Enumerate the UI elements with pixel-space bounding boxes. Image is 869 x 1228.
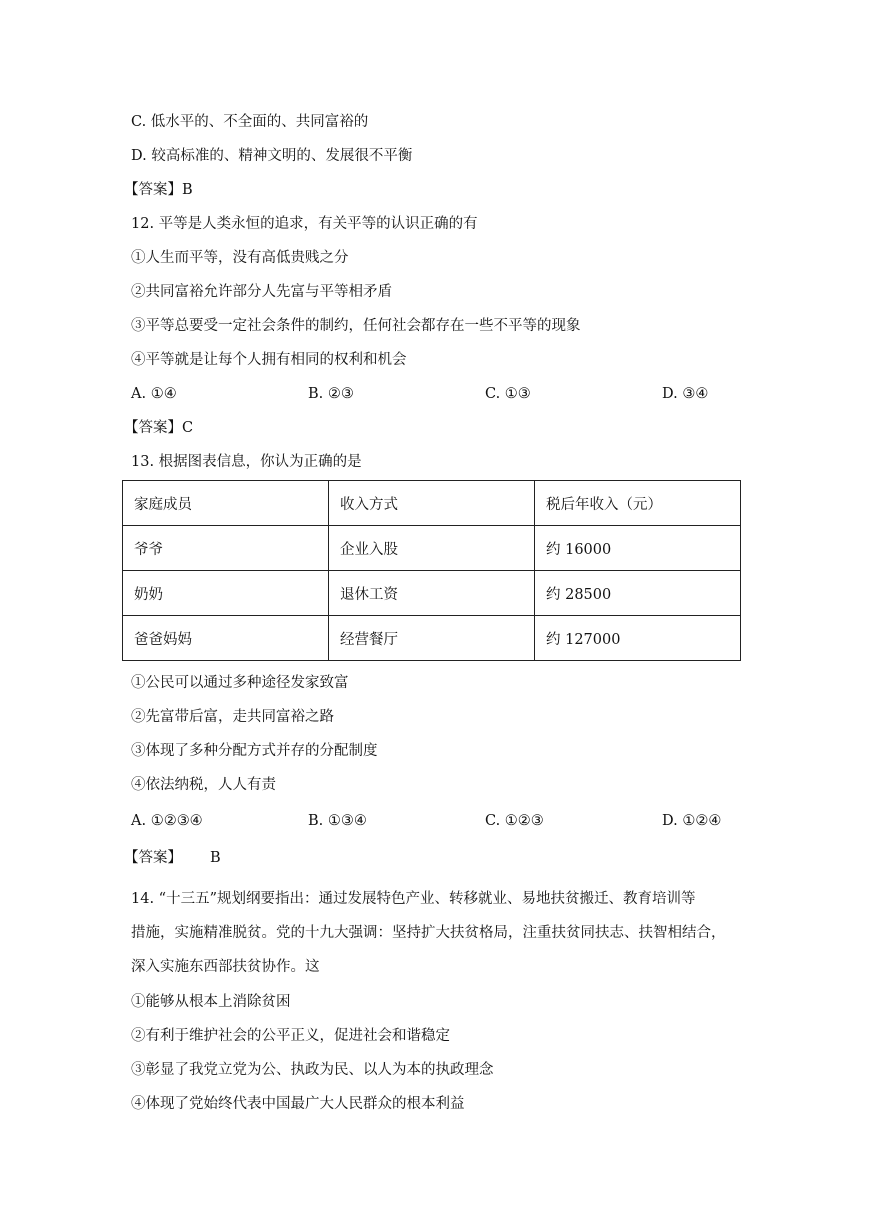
q12-statement-1: ①人生而平等，没有高低贵贱之分 [131, 250, 349, 266]
q11-option-c: C. 低水平的、不全面的、共同富裕的 [131, 114, 369, 130]
q12-option-b: B. ②③ [308, 386, 354, 402]
table-row [123, 616, 741, 661]
table-cell: 奶奶 [123, 571, 329, 616]
q13-option-b: B. ①③④ [308, 813, 367, 829]
q13-option-c: C. ①②③ [485, 813, 544, 829]
table-cell: 约 16000 [535, 526, 741, 571]
q14-statement-3: ③彰显了我党立党为公、执政为民、以人为本的执政理念 [131, 1062, 494, 1078]
table-header-cell: 家庭成员 [123, 481, 329, 526]
income-table [122, 480, 741, 661]
q14-stem-line-1: 14. “十三五”规划纲要指出：通过发展特色产业、转移就业、易地扶贫搬迁、教育培训等 [131, 891, 696, 907]
q13-statement-1: ①公民可以通过多种途径发家致富 [131, 675, 349, 691]
table-cell: 爷爷 [123, 526, 329, 571]
q13-answer-value: B [210, 850, 221, 866]
q12-stem: 12. 平等是人类永恒的追求，有关平等的认识正确的有 [131, 216, 478, 232]
table-cell: 经营餐厅 [329, 616, 535, 661]
q13-option-d: D. ①②④ [662, 813, 722, 829]
table-cell: 企业入股 [329, 526, 535, 571]
table-cell: 爸爸妈妈 [123, 616, 329, 661]
q13-statement-4: ④依法纳税，人人有责 [131, 777, 276, 793]
q13-option-a: A. ①②③④ [131, 813, 203, 829]
q12-option-a: A. ①④ [131, 386, 177, 402]
q11-answer: 【答案】B [124, 182, 193, 198]
q12-option-d: D. ③④ [662, 386, 709, 402]
q13-options [131, 811, 771, 831]
q14-stem-line-3: 深入实施东西部扶贫协作。这 [131, 959, 320, 975]
q13-stem: 13. 根据图表信息，你认为正确的是 [131, 454, 362, 470]
table-cell: 退休工资 [329, 571, 535, 616]
q14-stem-line-2: 措施，实施精准脱贫。党的十九大强调：坚持扩大扶贫格局，注重扶贫同扶志、扶智相结合， [131, 925, 726, 941]
q13-answer-label: 【答案】 [124, 850, 182, 866]
table-header-row [123, 481, 741, 526]
table-row [123, 526, 741, 571]
table-header-cell: 收入方式 [329, 481, 535, 526]
q12-statement-4: ④平等就是让每个人拥有相同的权利和机会 [131, 352, 407, 368]
q12-answer: 【答案】C [124, 420, 194, 436]
table-cell: 约 127000 [535, 616, 741, 661]
q13-statement-2: ②先富带后富，走共同富裕之路 [131, 709, 334, 725]
q13-statement-3: ③体现了多种分配方式并存的分配制度 [131, 743, 378, 759]
q14-statement-1: ①能够从根本上消除贫困 [131, 994, 291, 1010]
q14-statement-2: ②有利于维护社会的公平正义，促进社会和谐稳定 [131, 1028, 450, 1044]
q12-option-c: C. ①③ [485, 386, 531, 402]
q13-answer [124, 848, 221, 868]
q12-statement-2: ②共同富裕允许部分人先富与平等相矛盾 [131, 284, 392, 300]
table-row [123, 571, 741, 616]
q12-statement-3: ③平等总要受一定社会条件的制约，任何社会都存在一些不平等的现象 [131, 318, 581, 334]
table-cell: 约 28500 [535, 571, 741, 616]
q12-options [131, 384, 771, 404]
q14-statement-4: ④体现了党始终代表中国最广大人民群众的根本利益 [131, 1096, 465, 1112]
table-header-cell: 税后年收入（元） [535, 481, 741, 526]
q11-option-d: D. 较高标准的、精神文明的、发展很不平衡 [131, 148, 413, 164]
